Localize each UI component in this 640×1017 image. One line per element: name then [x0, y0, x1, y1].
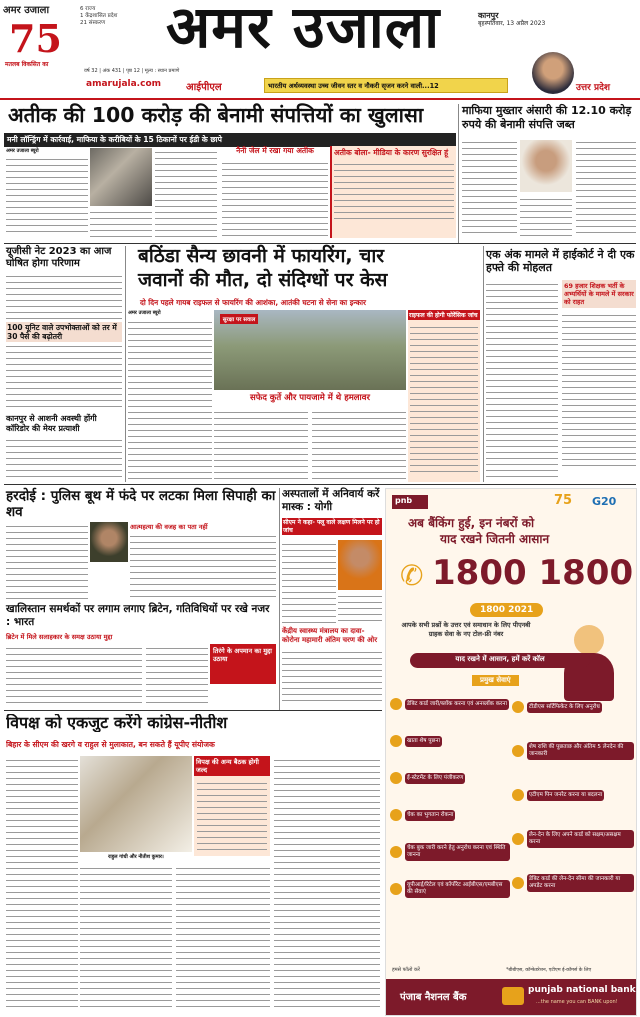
jail-box-title: नैनी जेल में रखा गया अतीक: [236, 146, 314, 155]
ipl-section: आईपीएल: [186, 82, 222, 93]
divider: [125, 246, 126, 482]
opposition-box: [194, 756, 270, 856]
atiq-quote-title: अतीक बोला- मीडिया के कारण सुरक्षित हूं: [334, 148, 449, 157]
bathinda-byline: अमर उजाला ब्यूरो: [128, 310, 161, 316]
kanpur-body: [6, 436, 122, 478]
edition-city: कानपुर: [478, 11, 499, 20]
service-item: लेन-देन के लिए अपने कार्ड को सक्षम/असक्षम करना: [512, 821, 634, 857]
atiq-quote-box: [330, 146, 456, 238]
masthead-info: 6 राज्य 1 केंद्रशासित प्रदेश 21 संस्करण: [80, 6, 118, 26]
divider: [483, 246, 484, 482]
khalistan-headline: खालिस्तान समर्थकों पर लगाम लगाए ब्रिटेन, गतिविधियों पर रखे नजर : भारत: [6, 603, 270, 628]
attackers-subhead: सफेद कुर्ते और पायजामे में थे हमलावर: [250, 393, 370, 403]
photo-caption: राहुल गांधी और नीतीश कुमार।: [108, 854, 164, 860]
hc-side-title: 69 हजार शिक्षक भर्ती के अभ्यर्थियों के मामले में सरकार को राहत: [562, 280, 636, 308]
service-item: डेबिट कार्ड की लेन-देन सीमा की जानकारी या अपडेट करना: [512, 865, 634, 901]
bathinda-body-col3: [312, 408, 406, 482]
statement-icon: [390, 772, 402, 784]
hospital-headline: अस्पतालों में अनिवार्य करें मास्क : योगी: [282, 488, 380, 513]
divider: [4, 484, 636, 485]
mukhtar-photo: [520, 140, 572, 192]
masthead: [0, 0, 640, 106]
lead-body-col3: [155, 148, 217, 238]
hospital-body-col1: [282, 540, 336, 624]
hospital-body-col2: [338, 592, 382, 624]
opposition-body-col3: [176, 864, 270, 1012]
power-body: [6, 342, 122, 412]
kanpur-headline: कानपुर से आशनी अवस्थी होंगी कॉरिडोर की मेयर प्रत्याशी: [6, 414, 97, 433]
hardoi-body-col2: [130, 532, 276, 600]
footer-english: punjab national bank: [528, 985, 636, 995]
hc-body-col1: [486, 280, 558, 480]
hc-headline: एक अंक मामले में हाईकोर्ट ने दी एक हफ्ते की मोहलत: [486, 248, 635, 274]
meta-line: वर्ष 32 | अंक 431 | पृष्ठ 12 | मूल्य : स्थान प्रमाणे: [84, 68, 180, 74]
mukhtar-body-col3: [576, 138, 636, 238]
edition-date: बृहस्पतिवार, 13 अप्रैल 2023: [478, 20, 546, 27]
lead-headline: अतीक की 100 करोड़ की बेनामी संपत्तियों का खुलासा: [8, 103, 424, 127]
newspaper-title: अमर उजाला: [166, 0, 441, 61]
site-url[interactable]: amarujala.com: [86, 79, 162, 89]
anniversary-logo: [3, 2, 71, 66]
lead-subheadline: मनी लॉन्ड्रिंग में कार्रवाई, माफिया के करीबियों के 15 ठिकानों पर ईडी के छापे: [4, 133, 456, 147]
hospital-subheadline: सीएम ने कहा- फ्लू वाले लक्षण मिलने पर हो जांच: [282, 518, 382, 535]
lead-body-col2: [90, 208, 152, 238]
hc-side-box: [562, 280, 636, 480]
lead-body-col1: [6, 155, 88, 235]
opposition-subheadline: बिहार के सीएम की खरगे व राहुल से मुलाकात, बन सकते हैं यूपीए संयोजक: [6, 740, 215, 749]
bathinda-body-col2: [214, 408, 308, 482]
opposition-body-col4: [274, 756, 380, 1012]
service-item: डेबिट कार्ड जारी/ब्लॉक करना एवं अनब्लॉक करना: [390, 689, 510, 719]
opposition-box-title: विपक्ष की अन्य बैठक होगी जल्द: [194, 756, 270, 776]
bathinda-subheadline: दो दिन पहले गायब राइफल से फायरिंग की आशंका, आतंकी घटना से सेना का इन्कार: [140, 298, 366, 307]
phone-icon: ✆: [400, 559, 424, 592]
bathinda-body-col1: [128, 318, 212, 482]
footer-slogan: ...the name you can BANK upon!: [536, 999, 618, 1005]
ad-banner: याद रखने में आसान, हमें करें कॉल: [410, 653, 590, 668]
toggle-card-icon: [512, 833, 524, 845]
opposition-body-col1: [6, 756, 78, 1012]
footer-hindi: पंजाब नैशनल बैंक: [400, 992, 467, 1003]
azadi-logo: 75: [554, 493, 573, 508]
service-item: टीडीएस सर्टिफिकेट के लिए अनुरोध: [512, 689, 634, 725]
mukhtar-headline: माफिया मुख्तार अंसारी की 12.10 करोड़ रुपये की बेनामी संपत्ति जब्त: [462, 104, 632, 131]
cheque-icon: [390, 809, 402, 821]
state-label: उत्तर प्रदेश: [576, 83, 610, 93]
atiq-photo: [90, 148, 152, 206]
divider: [458, 104, 459, 244]
suicide-box-title: आत्महत्या की वजह का पता नहीं: [130, 523, 208, 531]
edition-info: [478, 12, 545, 28]
opposition-body-col2: [80, 864, 172, 1012]
badge-number: 75: [9, 16, 62, 61]
army-cantonment-photo: [214, 310, 406, 390]
service-item: ई-स्टेटमेंट के लिए पंजीकरण: [390, 763, 510, 793]
flag-insult-box: तिरंगे के अपमान का मुद्दा उठाया: [210, 644, 276, 684]
forensic-box: [408, 310, 480, 482]
follow-label: हमसे फॉलो करें: [392, 967, 420, 973]
rahul-nitish-photo: [80, 756, 192, 852]
service-item: चेक का भुगतान रोकना: [390, 800, 510, 830]
ad-note: *बीबीएस, कॉन्फेडरेशन, एटीएम ई-कॉमर्स के लिए: [506, 968, 592, 973]
masthead-rule: [0, 98, 640, 100]
ad-tagline-2: याद रखने जितनी आसान: [440, 532, 550, 546]
card-icon: [390, 698, 402, 710]
g20-logo: G20: [592, 495, 617, 508]
bathinda-headline-1: बठिंडा सैन्य छावनी में फायरिंग, चार: [138, 245, 385, 267]
mukhtar-body-col1: [462, 138, 517, 238]
services-title: प्रमुख सेवाएं: [472, 675, 519, 686]
limit-icon: [512, 877, 524, 889]
khalistan-body-2: [146, 644, 208, 706]
tds-icon: [512, 701, 524, 713]
ugc-body: [6, 272, 122, 320]
balance-icon: [390, 735, 402, 747]
rupee-icon: [512, 745, 524, 757]
small-logo: अमर उजाला: [3, 5, 50, 16]
yogi-photo: [338, 540, 382, 590]
constable-photo: [90, 522, 128, 562]
pnb-logo: [502, 987, 524, 1005]
upi-icon: [390, 883, 402, 895]
pnb-logo-small: pnb: [392, 495, 428, 509]
khalistan-subheadline: ब्रिटेन में मिले सलाहकार के समक्ष उठाया मुद्दा: [6, 633, 113, 641]
opposition-headline: विपक्ष को एकजुट करेंगे कांग्रेस-नीतीश: [6, 714, 228, 732]
mukhtar-body-col2: [520, 195, 572, 240]
covid-box: केंद्रीय स्वास्थ्य मंत्रालय का दावा- कोरोना महामारी अंतिम चरण की ओर: [282, 627, 378, 644]
ad-tagline: अब बैंकिंग हुई, इन नंबरों को: [408, 516, 535, 530]
top-banner: भारतीय अर्थव्यवस्था उच्च जीवन स्तर व नौकरी सृजन करने वाली...12: [264, 78, 508, 93]
service-item: यूपीआई/रिटेल एवं कॉर्पोरेट आईबीएस/एमबीएस की सेवाएं: [390, 874, 510, 904]
badge-tagline: मतलब विकसित का: [5, 61, 49, 68]
chequebook-icon: [390, 846, 402, 858]
divider: [4, 710, 382, 711]
power-headline: 100 यूनिट वाले उपभोक्ताओं को तर में 30 पैसे की बढ़ोतरी: [6, 322, 122, 342]
divider: [4, 243, 636, 244]
service-item: चेक बुक जारी करने हेतु अनुरोध करना एवं स्थिति जानना: [390, 837, 510, 867]
divider: [279, 488, 280, 710]
pnb-footer: [386, 979, 636, 1015]
jail-box: [222, 146, 328, 238]
lead-byline: अमर उजाला ब्यूरो: [6, 148, 39, 154]
services-right: [512, 689, 634, 909]
toll-free-main[interactable]: 1800 1800: [432, 553, 634, 593]
service-item: शेष राशि की पूछताछ और अंतिम 5 लेनदेन की जानकारी: [512, 733, 634, 769]
security-tag: सुरक्षा पर सवाल: [220, 314, 258, 324]
bathinda-headline-2: जवानों की मौत, दो संदिग्धों पर केस: [138, 269, 388, 291]
hardoi-headline: हरदोई : पुलिस बूथ में फंदे पर लटका मिला सिपाही का शव: [6, 488, 276, 520]
economist-photo: [532, 52, 574, 94]
toll-free-alt[interactable]: 1800 2021: [470, 603, 543, 617]
covid-body: [282, 648, 382, 706]
ad-description: आपके सभी प्रश्नों के उत्तर एवं समाधान के लिए पीएनबी ग्राहक सेवा के नए टोल-फ्री नंबर: [401, 621, 531, 638]
hardoi-body-col1: [6, 522, 88, 600]
forensic-title: राइफल की होगी फोरेंसिक जांच: [408, 310, 480, 320]
service-item: खाता शेष पूछना: [390, 726, 510, 756]
khalistan-body: [6, 644, 142, 706]
ugc-headline: यूजीसी नेट 2023 का आज घोषित होगा परिणाम: [6, 246, 112, 269]
services-left: [390, 689, 510, 911]
pnb-ad[interactable]: [385, 488, 637, 1016]
service-item: एटीएम पिन जनरेट करना या बदलना: [512, 777, 634, 813]
atm-icon: [512, 789, 524, 801]
